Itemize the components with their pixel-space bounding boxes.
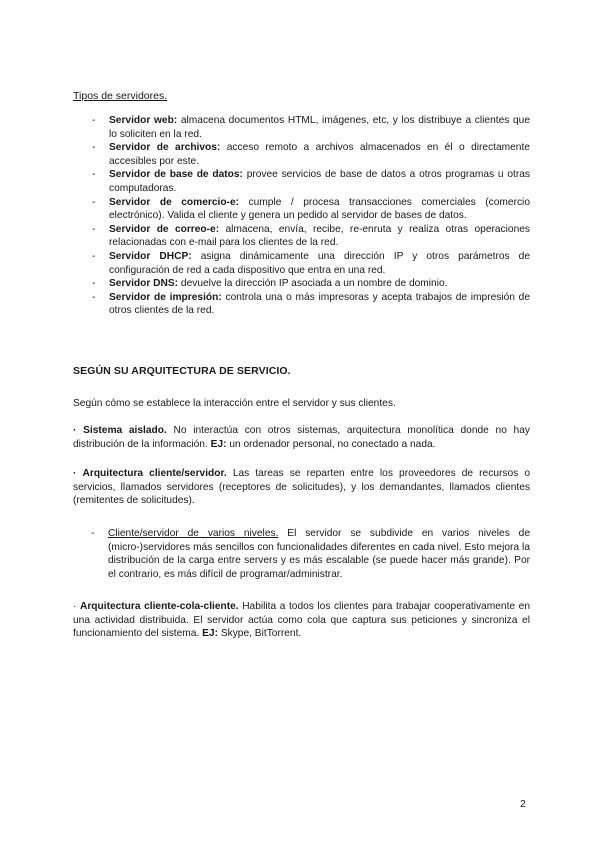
- paragraph-sistema-aislado: [73, 424, 530, 451]
- item-desc: almacena, envía, recibe, re-enruta y realiza otras operaciones relacionadas con e-mail para los clientes de la red.: [109, 223, 530, 249]
- ej-label: EJ:: [202, 628, 218, 640]
- item-term: Servidor DNS:: [109, 278, 179, 290]
- list-item: [92, 291, 530, 318]
- bullet: ·: [73, 468, 77, 479]
- bullet: ·: [73, 601, 77, 612]
- ej-label: EJ:: [210, 438, 227, 450]
- section-title: Tipos de servidores.: [73, 90, 168, 102]
- item-desc: controla una o más impresoras y acepta trabajos de impresión de otros clientes de la red.: [109, 291, 530, 317]
- item-term: Servidor de comercio-e:: [109, 196, 240, 208]
- item-desc: cumple / procesa transacciones comerciales (comercio electrónico). Valida el cliente y genera un pedido al servidor de bases de datos.: [109, 196, 530, 222]
- list-item: [92, 250, 530, 277]
- item-term: Servidor de base de datos:: [109, 169, 243, 181]
- item-desc: asigna dinámicamente una dirección IP y otros parámetros de configuración de red a cada dispositivo que entra en una red.: [109, 250, 530, 276]
- item-term: Servidor DHCP:: [109, 250, 192, 262]
- server-types-list: [92, 114, 530, 318]
- item-term: Servidor de correo-e:: [109, 223, 220, 235]
- sub-item-varios-niveles: [91, 527, 530, 581]
- text: Habilita a todos los clientes para trabajar cooperativamente en una actividad distribuida. El servidor actúa como cola que captura sus peticiones y sincroniza el funcionamiento del sistema.: [73, 601, 530, 640]
- item-term: Servidor de archivos:: [109, 142, 221, 154]
- item-desc: acceso remoto a archivos almacenados en él o directamente accesibles por este.: [109, 142, 530, 167]
- item-desc: provee servicios de base de datos a otros programas u otras computadoras.: [109, 169, 531, 194]
- term: Cliente/servidor de varios niveles.: [108, 528, 279, 539]
- item-term: Servidor de impresión:: [109, 291, 222, 303]
- item-term: Servidor web:: [109, 115, 178, 126]
- list-item: [92, 168, 530, 195]
- list-item: [92, 277, 530, 291]
- term: Sistema aislado.: [83, 425, 167, 436]
- paragraph-cliente-cola-cliente: [73, 600, 530, 641]
- architecture-heading: SEGÚN SU ARQUITECTURA DE SERVICIO.: [73, 365, 291, 377]
- ej-text: Skype, BitTorrent.: [220, 628, 302, 640]
- text: Las tareas se reparten entre los proveedores de recursos o servicios, llamados servidores (receptores de solicitudes), y los demandantes, llamados clientes (remitentes de solicitudes).: [73, 468, 530, 507]
- text: El servidor se subdivide en varios niveles de (micro-)servidores más sencillos con funcionalidades diferentes en cada nivel. Esto mejora la distribución de la carga entre servers y es más escalable (se puede hacer más grande). Por el contrario, es más difícil de programar/administrar.: [108, 528, 530, 580]
- term: Arquitectura cliente/servidor.: [82, 468, 227, 479]
- architecture-intro: Según cómo se establece la interacción entre el servidor y sus clientes.: [73, 398, 396, 409]
- item-desc: almacena documentos HTML, imágenes, etc, y los distribuye a clientes que lo soliciten en la red.: [109, 115, 530, 140]
- page-number: 2: [520, 798, 526, 810]
- list-item: [92, 223, 530, 250]
- paragraph-cliente-servidor: [73, 467, 530, 508]
- list-item: [92, 141, 530, 168]
- list-item: [92, 114, 530, 141]
- item-desc: devuelve la dirección IP asociada a un nombre de dominio.: [180, 278, 448, 290]
- ej-text: un ordenador personal, no conectado a nada.: [229, 438, 436, 450]
- list-item: [92, 196, 530, 223]
- term: Arquitectura cliente-cola-cliente.: [79, 601, 239, 612]
- bullet: ·: [73, 425, 77, 436]
- text: No interactúa con otros sistemas, arquitectura monolítica donde no hay distribución de la información.: [73, 425, 530, 450]
- dash: -: [91, 528, 95, 539]
